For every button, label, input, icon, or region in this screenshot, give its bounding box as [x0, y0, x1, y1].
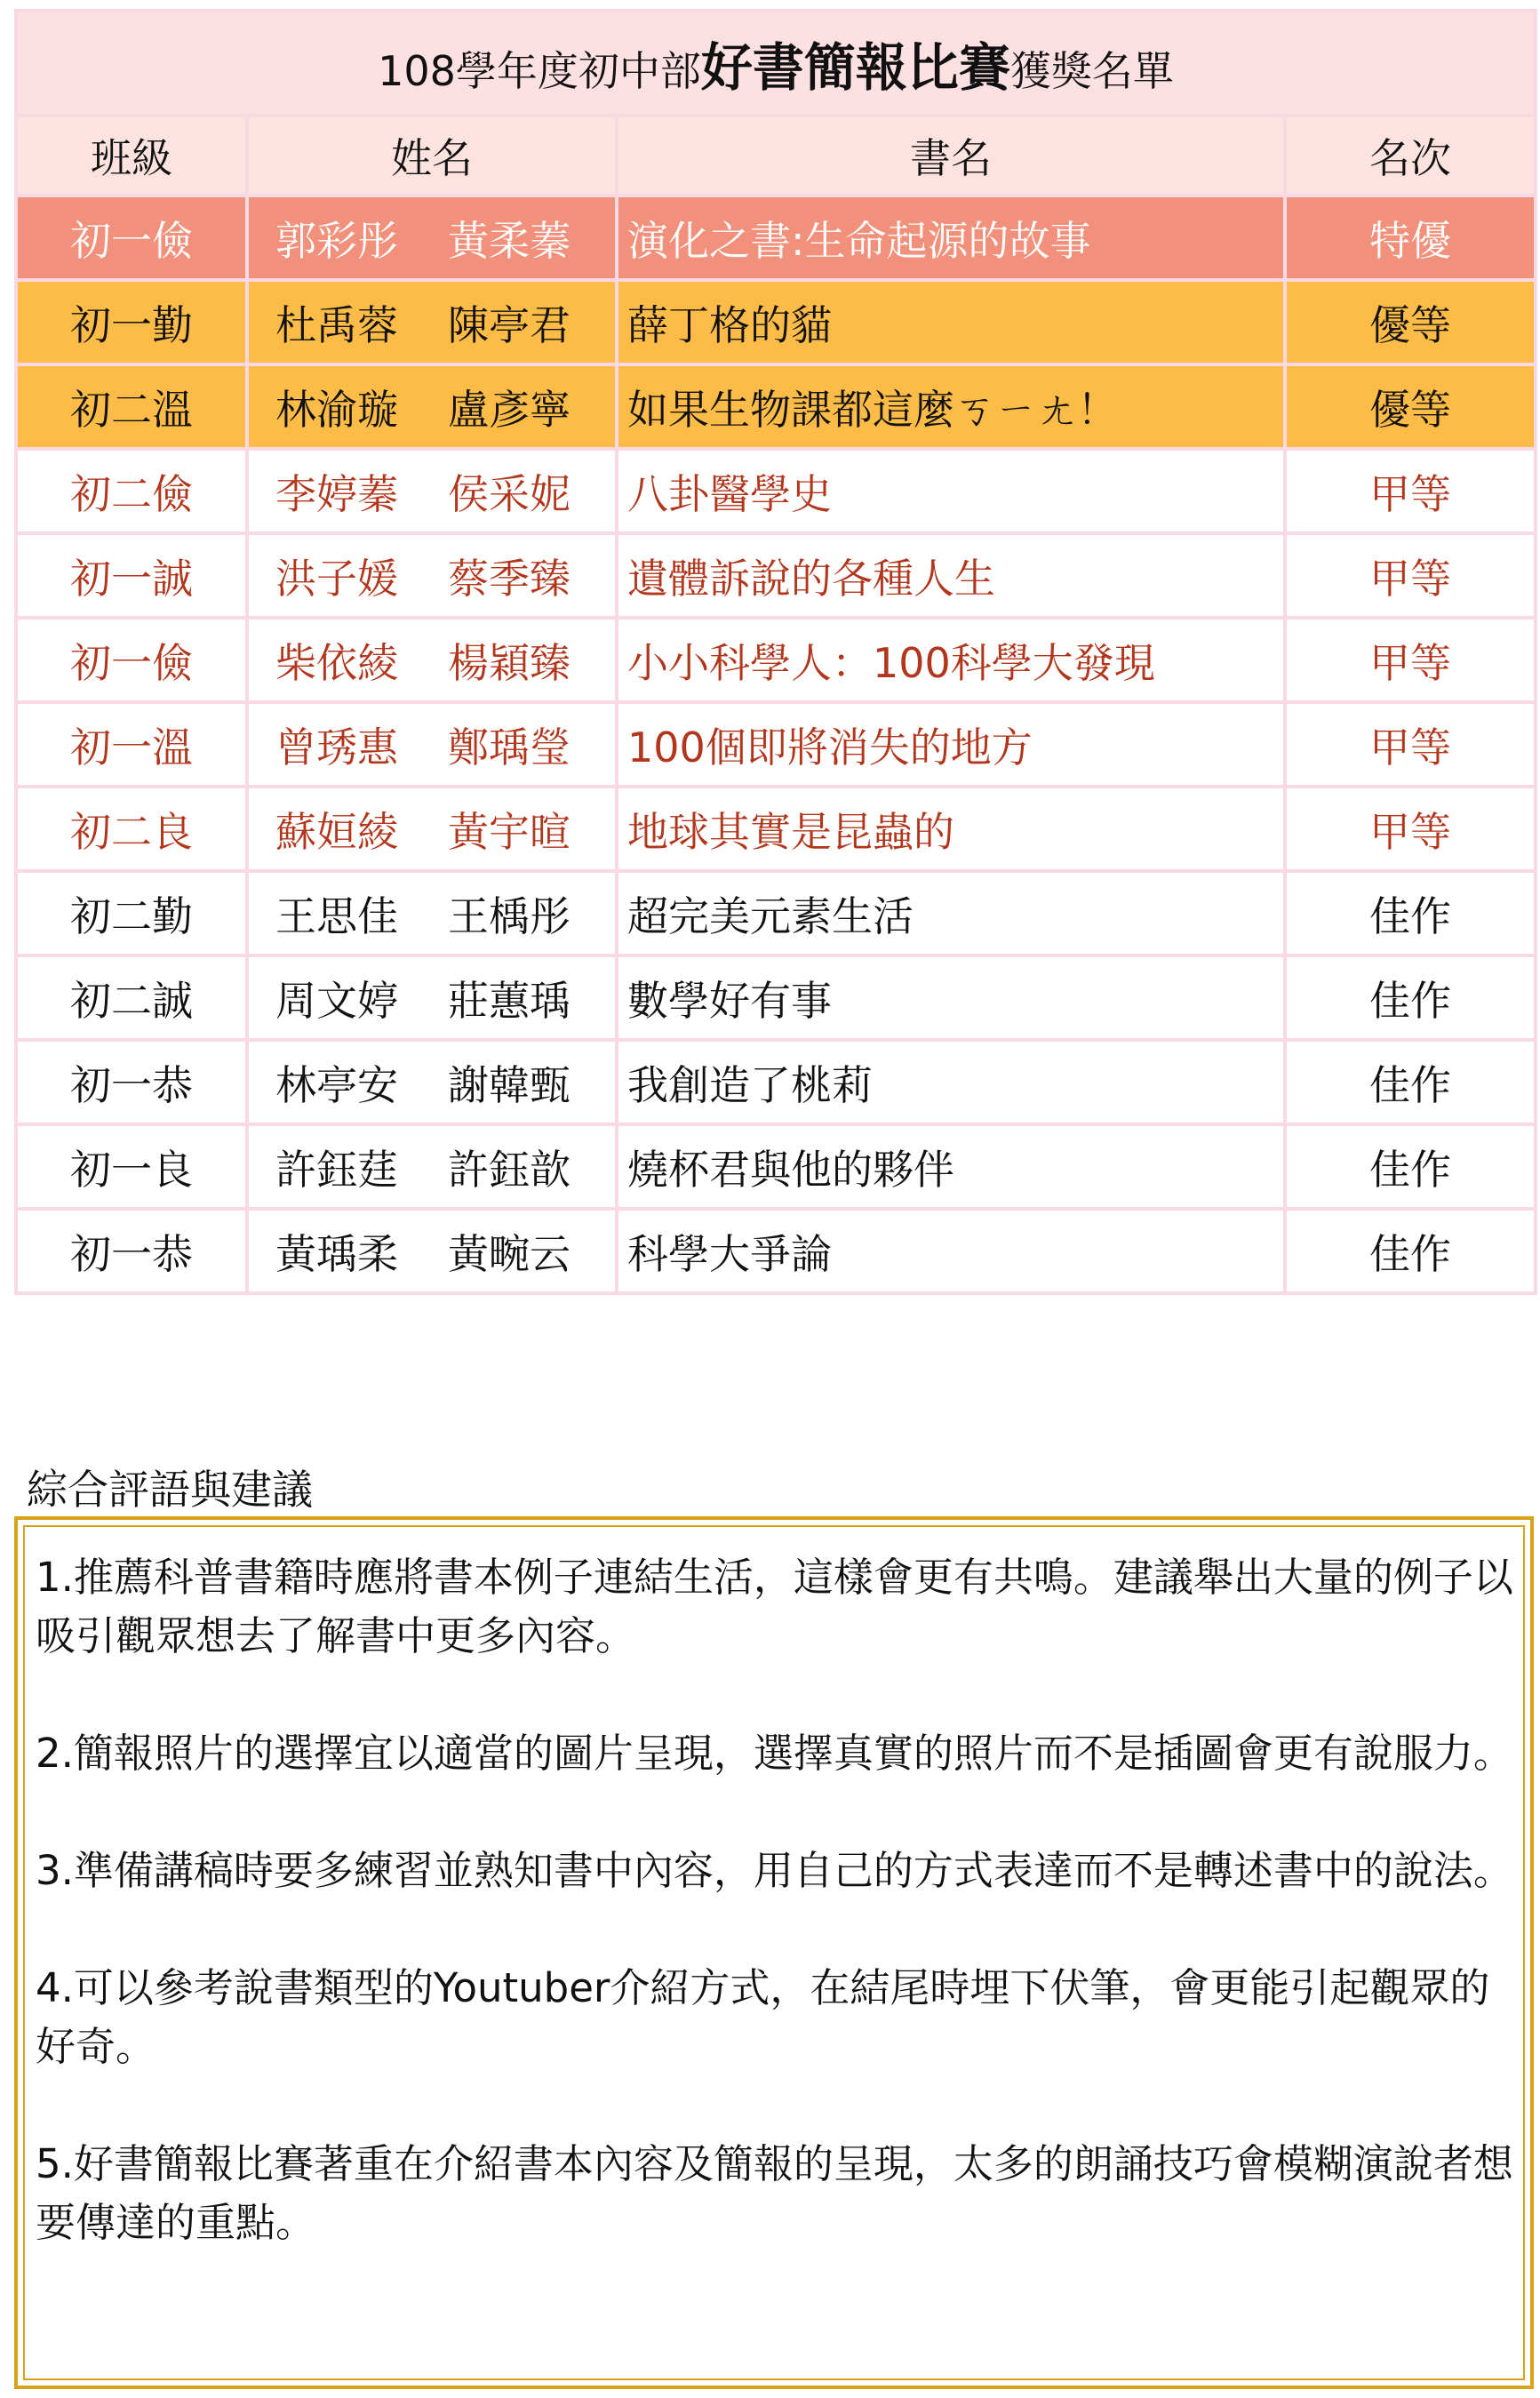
student-name-1: 林渝璇 — [275, 385, 398, 434]
student-name-1: 蘇姮綾 — [275, 807, 398, 856]
cell-book: 小小科學人：100科學大發現 — [617, 618, 1285, 702]
table-row — [16, 533, 1536, 618]
student-name-1: 李婷蓁 — [275, 469, 398, 518]
table-row — [16, 449, 1536, 533]
table-row — [16, 280, 1536, 364]
comment-item: 5.好書簡報比賽著重在介紹書本內容及簡報的呈現，太多的朗誦技巧會模糊演說者想要傳達的重點。 — [36, 2140, 1513, 2246]
student-name-2: 黃柔蓁 — [448, 216, 571, 265]
cell-book: 數學好有事 — [617, 955, 1285, 1040]
cell-rank: 特優 — [1285, 196, 1536, 280]
student-name-1: 曾琇惠 — [275, 723, 398, 771]
cell-rank: 甲等 — [1285, 702, 1536, 787]
table-row — [16, 364, 1536, 449]
cell-book: 八卦醫學史 — [617, 449, 1285, 533]
cell-class: 初一誠 — [16, 533, 247, 618]
cell-names — [247, 787, 617, 871]
student-name-2: 黃畹云 — [448, 1229, 571, 1278]
cell-names — [247, 1040, 617, 1124]
table-row — [16, 955, 1536, 1040]
table-row — [16, 1040, 1536, 1124]
cell-class: 初一儉 — [16, 196, 247, 280]
student-name-2: 侯采妮 — [448, 469, 571, 518]
cell-rank: 甲等 — [1285, 618, 1536, 702]
title-bold: 好書簡報比賽 — [700, 37, 1010, 98]
cell-book: 地球其實是昆蟲的 — [617, 787, 1285, 871]
cell-rank: 佳作 — [1285, 1209, 1536, 1293]
cell-names — [247, 533, 617, 618]
cell-class: 初一儉 — [16, 618, 247, 702]
award-table — [14, 9, 1537, 1295]
header-class: 班級 — [16, 116, 247, 196]
cell-names — [247, 449, 617, 533]
comment-item: 4.可以參考說書類型的Youtuber介紹方式，在結尾時埋下伏筆，會更能引起觀眾的好奇。 — [36, 1964, 1490, 2070]
comment-item: 1.推薦科普書籍時應將書本例子連結生活，這樣會更有共鳴。建議舉出大量的例子以吸引觀眾想去了解書中更多內容。 — [36, 1554, 1513, 1659]
header-book: 書名 — [617, 116, 1285, 196]
table-row — [16, 871, 1536, 955]
student-name-1: 杜禹蓉 — [275, 300, 398, 349]
table-row — [16, 702, 1536, 787]
cell-book: 科學大爭論 — [617, 1209, 1285, 1293]
cell-names — [247, 618, 617, 702]
comments-heading: 綜合評語與建議 — [27, 1466, 313, 1514]
cell-book: 演化之書:生命起源的故事 — [617, 196, 1285, 280]
student-name-1: 洪子媛 — [275, 554, 398, 603]
student-name-1: 柴依綾 — [275, 638, 398, 687]
cell-names — [247, 280, 617, 364]
student-name-1: 許鈺莛 — [275, 1145, 398, 1194]
table-row — [16, 1124, 1536, 1209]
cell-class: 初一溫 — [16, 702, 247, 787]
title-suffix: 獲獎名單 — [1009, 47, 1174, 95]
cell-rank: 甲等 — [1285, 449, 1536, 533]
title-prefix: 108學年度初中部 — [378, 47, 701, 95]
comment-item: 3.準備講稿時要多練習並熟知書中內容，用自己的方式表達而不是轉述書中的說法。 — [36, 1847, 1513, 1894]
cell-names — [247, 364, 617, 449]
page-title — [16, 11, 1536, 116]
student-name-2: 莊蕙瑀 — [448, 976, 571, 1025]
student-name-2: 盧彥寧 — [448, 385, 571, 434]
table-row — [16, 787, 1536, 871]
student-name-1: 郭彩彤 — [275, 216, 398, 265]
student-name-2: 許鈺歆 — [448, 1145, 571, 1194]
student-name-1: 黃瑀柔 — [275, 1229, 398, 1278]
cell-class: 初二勤 — [16, 871, 247, 955]
student-name-2: 王楀彤 — [448, 891, 571, 940]
cell-rank: 佳作 — [1285, 1040, 1536, 1124]
cell-class: 初一勤 — [16, 280, 247, 364]
cell-rank: 甲等 — [1285, 787, 1536, 871]
award-table-body — [16, 196, 1536, 1293]
student-name-2: 陳亭君 — [448, 300, 571, 349]
cell-class: 初二誠 — [16, 955, 247, 1040]
comment-item: 2.簡報照片的選擇宜以適當的圖片呈現，選擇真實的照片而不是插圖會更有說服力。 — [36, 1730, 1513, 1777]
student-name-1: 周文婷 — [275, 976, 398, 1025]
student-name-2: 謝韓甄 — [448, 1060, 571, 1109]
cell-names — [247, 702, 617, 787]
cell-rank: 優等 — [1285, 364, 1536, 449]
cell-book: 超完美元素生活 — [617, 871, 1285, 955]
cell-rank: 甲等 — [1285, 533, 1536, 618]
student-name-2: 楊穎臻 — [448, 638, 571, 687]
cell-class: 初一恭 — [16, 1040, 247, 1124]
table-row — [16, 618, 1536, 702]
cell-class: 初一恭 — [16, 1209, 247, 1293]
header-rank: 名次 — [1285, 116, 1536, 196]
cell-class: 初二儉 — [16, 449, 247, 533]
cell-book: 遺體訴說的各種人生 — [617, 533, 1285, 618]
student-name-1: 王思佳 — [275, 891, 398, 940]
cell-names — [247, 196, 617, 280]
comments-list — [23, 1525, 1525, 2380]
student-name-2: 蔡季臻 — [448, 554, 571, 603]
cell-book: 燒杯君與他的夥伴 — [617, 1124, 1285, 1209]
cell-rank: 佳作 — [1285, 1124, 1536, 1209]
cell-book: 薛丁格的貓 — [617, 280, 1285, 364]
student-name-1: 林亭安 — [275, 1060, 398, 1109]
cell-rank: 優等 — [1285, 280, 1536, 364]
cell-book: 我創造了桃莉 — [617, 1040, 1285, 1124]
header-name: 姓名 — [247, 116, 617, 196]
cell-class: 初二溫 — [16, 364, 247, 449]
cell-names — [247, 871, 617, 955]
student-name-2: 鄭瑀瑩 — [448, 723, 571, 771]
table-row — [16, 1209, 1536, 1293]
cell-class: 初二良 — [16, 787, 247, 871]
cell-rank: 佳作 — [1285, 955, 1536, 1040]
cell-book: 如果生物課都這麼ㄎㄧㄤ！ — [617, 364, 1285, 449]
table-row — [16, 196, 1536, 280]
comments-box — [14, 1516, 1534, 2389]
cell-class: 初一良 — [16, 1124, 247, 1209]
cell-rank: 佳作 — [1285, 871, 1536, 955]
cell-book: 100個即將消失的地方 — [617, 702, 1285, 787]
cell-names — [247, 1209, 617, 1293]
table-header-row — [16, 116, 1536, 196]
cell-names — [247, 1124, 617, 1209]
cell-names — [247, 955, 617, 1040]
student-name-2: 黃宇暄 — [448, 807, 571, 856]
